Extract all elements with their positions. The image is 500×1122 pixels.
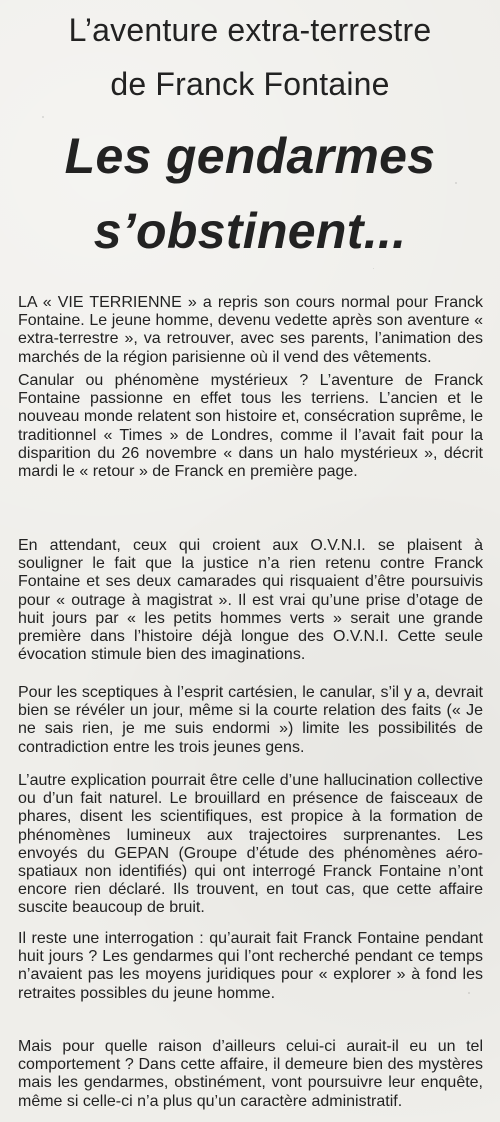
article-paragraph-6: Il reste une interrogation : qu’aurait fait Franck Fontaine pendant huit jours ? Les gendarmes qui l’ont recherché pendant ce temps n’avaient pas les moyens juridiques pour « explorer » à fond les retraites possibles du jeune homme. [18, 930, 483, 1002]
headline-title-line-2: s’obstinent... [93, 203, 407, 259]
paper-fleck [373, 268, 374, 269]
paper-fleck [92, 689, 94, 691]
article-paragraph-4: Pour les sceptiques à l’esprit cartésien, le canular, s’il y a, devrait bien se révéler un jour, même si la courte relation des faits (« Je ne sais rien, je me suis endormi ») limite les possibilités de contradiction entre les trois jeunes gens. [18, 684, 483, 756]
article-paragraph-3: En attendant, ceux qui croient aux O.V.N.I. se plaisent à souligner le fait que la justice n’a rien retenu contre Franck Fontaine et ses deux camarades qui risquaient d’être poursuivis pour « outrage à magistrat ». Il est vrai qu’une prise d’otage de huit jours par « les petits hommes verts » serait une grande première dans l’histoire déjà longue des O.V.N.I. Cette seule évocation stimule bien des imaginations. [18, 537, 483, 664]
headline-kicker-line-1: L’aventure extra-terrestre [68, 12, 432, 48]
headline-kicker-line-2: de Franck Fontaine [110, 66, 390, 102]
headline-title-line-1: Les gendarmes [64, 128, 436, 184]
article-paragraph-7: Mais pour quelle raison d’ailleurs celui-ci aurait-il eu un tel comportement ? Dans cette affaire, il demeure bien des mystères mais les gendarmes, obstinément, vont poursuivre leur enquête, même si celle-ci n’a plus qu’un caractère administratif. [18, 1038, 483, 1110]
paper-fleck [468, 992, 470, 994]
article-paragraph-1: LA « VIE TERRIENNE » a repris son cours normal pour Franck Fontaine. Le jeune homme, devenu vedette après son aventure « extra-terrestre », va retrouver, avec ses parents, l’animation des marchés de la région parisienne où il vend des vêtements. [18, 294, 483, 366]
article-paragraph-2: Canular ou phénomène mystérieux ? L’aventure de Franck Fontaine passionne en effet tous les terriens. L’ancien et le nouveau monde relatent son histoire et, consécration suprême, le traditionnel « Times » de Londres, comme il l’avait fait pour la disparition du 26 novembre « dans un halo mystérieux », décrit mardi le « retour » de Franck en première page. [18, 372, 483, 481]
article-paragraph-5: L’autre explication pourrait être celle d’une hallucination collective ou d’un fait naturel. Le brouillard en présence de faisceaux de phares, disent les scientifiques, est propice à la formation de phénomènes lumineux aux trajectoires surprenantes. Les envoyés du GEPAN (Groupe d’étude des phénomènes aéro-spatiaux non identifiés) qui ont interrogé Franck Fontaine n’ont encore rien déclaré. Ils trouvent, en tout cas, que cette affaire suscite beaucoup de bruit. [18, 772, 483, 917]
paper-fleck [42, 116, 44, 118]
paper-fleck [455, 182, 457, 184]
